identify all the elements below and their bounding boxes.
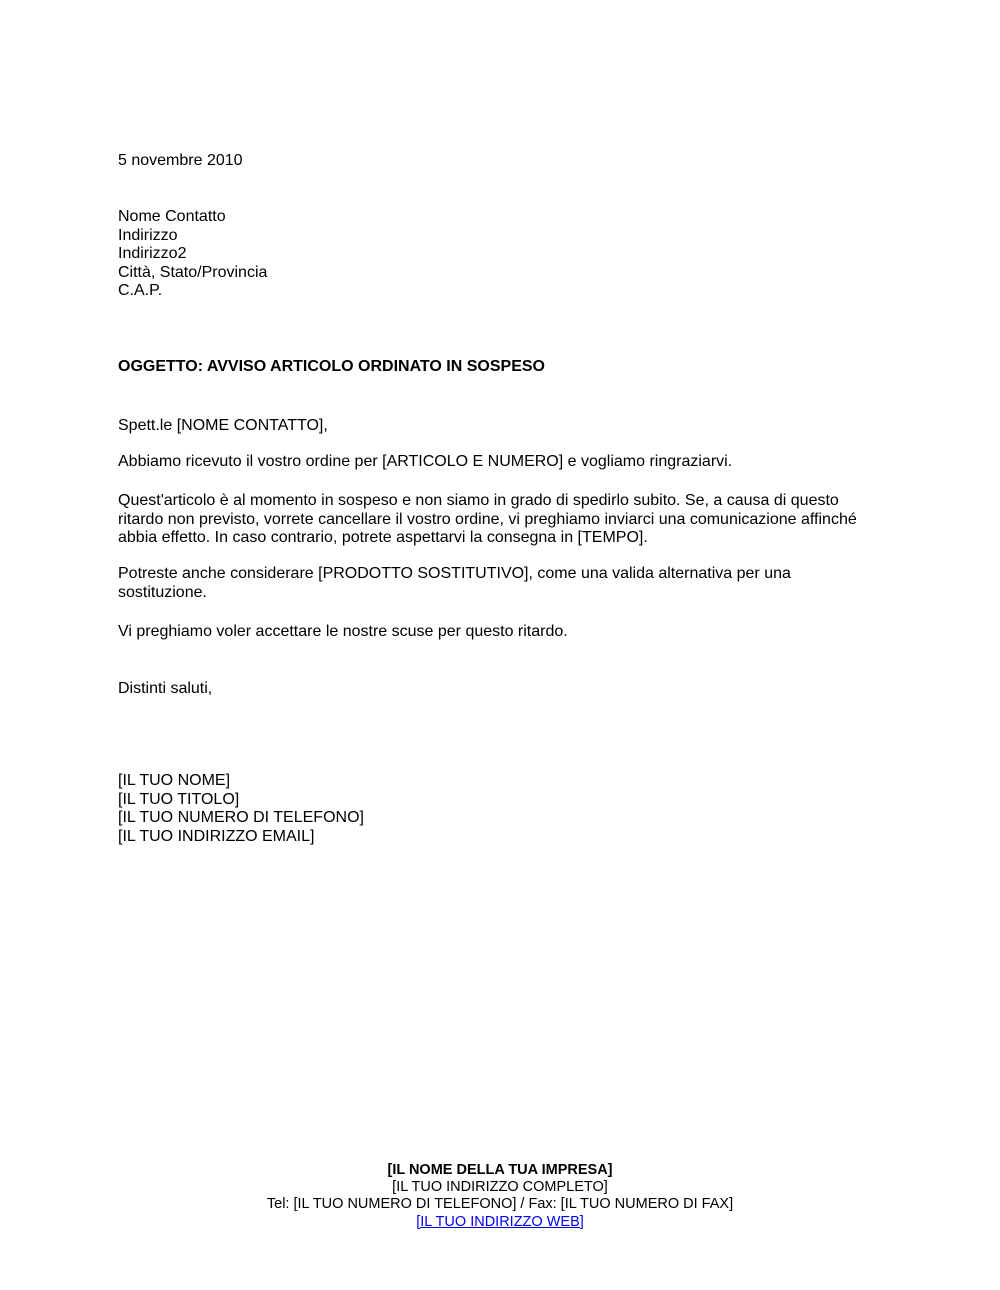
subject-line: OGGETTO: AVVISO ARTICOLO ORDINATO IN SOSPESO <box>118 358 545 375</box>
footer-website-row <box>0 1214 1000 1231</box>
signature-line-phone: [IL TUO NUMERO DI TELEFONO] <box>118 809 364 826</box>
page-footer <box>0 1162 1000 1231</box>
body-paragraph-4: Vi preghiamo voler accettare le nostre scuse per questo ritardo. <box>118 623 568 640</box>
body-paragraph-2: Quest'articolo è al momento in sospeso e non siamo in grado di spedirlo subito. Se, a causa di questo ritardo non previsto, vorrete cancellare il vostro ordine, vi preghiamo inviarci una comunicazione affinché abbia effetto. In caso contrario, potrete aspettarvi la consegna in [TEMPO]. <box>118 492 857 546</box>
recipient-line-zip: C.A.P. <box>118 282 163 299</box>
signature-line-email: [IL TUO INDIRIZZO EMAIL] <box>118 827 315 845</box>
body-paragraph-1: Abbiamo ricevuto il vostro ordine per [ARTICOLO E NUMERO] e vogliamo ringraziarvi. <box>118 453 733 470</box>
signature-line-name: [IL TUO NOME] <box>118 772 231 789</box>
recipient-line-city: Città, Stato/Provincia <box>118 263 268 281</box>
footer-tel-fax: Tel: [IL TUO NUMERO DI TELEFONO] / Fax: [IL TUO NUMERO DI FAX] <box>266 1196 734 1213</box>
recipient-line-name: Nome Contatto <box>118 208 226 225</box>
signature-block <box>118 772 364 846</box>
recipient-block <box>118 208 267 301</box>
recipient-line-address1: Indirizzo <box>118 226 178 244</box>
footer-website-link[interactable]: [IL TUO INDIRIZZO WEB] <box>416 1213 584 1230</box>
recipient-line-address2: Indirizzo2 <box>118 245 187 262</box>
closing-salutation: Distinti saluti, <box>118 680 213 697</box>
footer-address: [IL TUO INDIRIZZO COMPLETO] <box>392 1179 608 1196</box>
signature-line-title: [IL TUO TITOLO] <box>118 790 240 808</box>
letter-date: 5 novembre 2010 <box>118 152 243 169</box>
salutation: Spett.le [NOME CONTATTO], <box>118 417 328 434</box>
body-paragraph-3: Potreste anche considerare [PRODOTTO SOSTITUTIVO], come una valida alternativa per una sostituzione. <box>118 565 791 601</box>
footer-company-name: [IL NOME DELLA TUA IMPRESA] <box>387 1162 613 1178</box>
